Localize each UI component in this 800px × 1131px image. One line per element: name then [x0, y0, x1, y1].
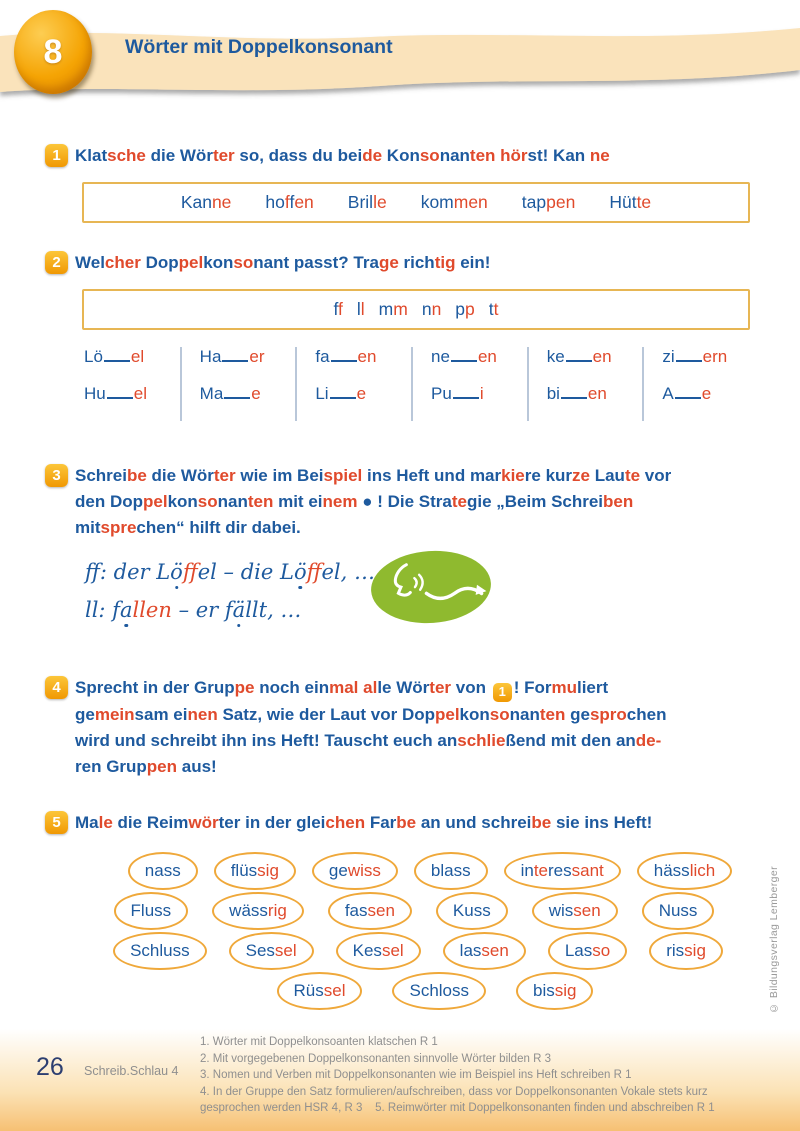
- consonant-pair: nn: [421, 299, 442, 319]
- handwriting-example-ll: ll: fallen – er fällt, …: [85, 598, 302, 622]
- consonant-pair-box: [82, 289, 750, 330]
- fill-in-word: Hu el: [84, 384, 147, 403]
- rhyme-word-oval: wis sen: [532, 892, 618, 930]
- teacher-note-line: 2. Mit vorgegebenen Doppelkonsonanten sinnvolle Wörter bilden R 3: [200, 1052, 551, 1065]
- fill-in-column: [529, 347, 645, 421]
- lesson-number: 8: [43, 32, 63, 71]
- exercise-3: [0, 463, 800, 629]
- answer-blank: [107, 397, 133, 399]
- rhyme-word-oval: Schloss: [392, 972, 486, 1010]
- teacher-notes: [200, 1034, 715, 1117]
- fill-in-word: Ma e: [199, 384, 261, 403]
- rhyme-word-oval: Las so: [548, 932, 627, 970]
- exercise-1-badge: 1: [45, 144, 68, 167]
- teacher-note-line: gesprochen werden HSR 4, R 3 5. Reimwörter mit Doppelkonsonanten finden und abschreiben R 1: [200, 1102, 715, 1114]
- teacher-note-line: 4. In der Gruppe den Satz formulieren/aufschreiben, dass vor Doppelkonsonanten Vokale stets kurz: [200, 1085, 708, 1098]
- consonant-pair: tt: [488, 299, 499, 319]
- rhyme-word-row: [18, 931, 800, 971]
- rhyme-word-oval: Fluss: [114, 892, 189, 930]
- answer-blank: [330, 397, 356, 399]
- page-number: 26: [36, 1053, 64, 1081]
- exercise-2: [0, 250, 800, 421]
- exercise-5-instruction: Male die Reimwörter in der gleichen Farbe an und schreibe sie ins Heft!: [75, 813, 653, 832]
- exercise-4-instruction: Sprecht in der Gruppe noch einmal alle Wörter von 1 ! Formuliert gemeinsam einen Satz, wie der Laut vor Doppelkonsonanten gesprochen wird und schreibt ihn ins Heft! Tauscht euch anschließend mit den ande- ren Gruppen aus!: [75, 678, 667, 776]
- copyright-notice: © Bildungsverlag Lemberger: [768, 866, 780, 1014]
- exercise-3-badge: 3: [45, 464, 68, 487]
- page-footer: [0, 1029, 800, 1131]
- fill-in-word: Lö el: [84, 347, 145, 366]
- consonant-pair: ll: [356, 299, 365, 319]
- fill-in-column: [182, 347, 298, 421]
- rhyme-word-row: [14, 891, 800, 931]
- exercise-2-instruction: Welcher Doppelkonsonant passt? Trage richtig ein!: [75, 253, 491, 272]
- fill-in-column: [644, 347, 758, 421]
- answer-blank: [561, 397, 587, 399]
- rhyme-word-oval: Schluss: [113, 932, 207, 970]
- handwriting-example-ff: ff: der Löffel – die Löffel, …: [85, 560, 375, 584]
- clap-word: tappen: [521, 192, 576, 212]
- task-reference-badge: 1: [493, 683, 512, 702]
- fill-in-word: bi en: [546, 384, 607, 403]
- fill-in-word: fa en: [315, 347, 377, 366]
- exercise-5: [0, 810, 800, 836]
- rhyme-word-oval: bis sig: [516, 972, 593, 1010]
- fill-in-column: [297, 347, 413, 421]
- rhyme-word-ovals: [0, 851, 800, 1011]
- lesson-number-badge: [14, 10, 92, 94]
- speak-along-icon: [368, 547, 494, 627]
- answer-blank: [222, 360, 248, 362]
- exercise-4-badge: 4: [45, 676, 68, 699]
- fill-in-word: A e: [662, 384, 712, 403]
- answer-blank: [675, 397, 701, 399]
- rhyme-word-oval: las sen: [443, 932, 526, 970]
- rhyme-word-oval: in te res sant: [504, 852, 621, 890]
- fill-in-word: Ha er: [199, 347, 265, 366]
- exercise-1-instruction: Klatsche die Wörter so, dass du beide Konsonanten hörst! Kan ne: [75, 146, 610, 165]
- teacher-note-line: 1. Wörter mit Doppelkonsoanten klatschen R 1: [200, 1036, 438, 1048]
- fill-in-word: Li e: [315, 384, 367, 403]
- fill-in-grid: [82, 347, 758, 421]
- rhyme-word-oval: Kuss: [436, 892, 508, 930]
- teacher-note-line: 3. Nomen und Verben mit Doppelkonsonanten wie im Beispiel ins Heft schreiben R 1: [200, 1069, 632, 1081]
- exercise-1-wordbox: [82, 182, 750, 223]
- clap-word: kommen: [420, 192, 488, 212]
- answer-blank: [224, 397, 250, 399]
- page-title: Wörter mit Doppelkonsonant: [125, 36, 393, 58]
- fill-in-word: ne en: [431, 347, 497, 366]
- header-banner: [0, 0, 800, 120]
- exercise-5-badge: 5: [45, 811, 68, 834]
- consonant-pair: pp: [455, 299, 475, 319]
- series-title: Schreib.Schlau 4: [84, 1064, 179, 1078]
- rhyme-word-oval: ge wiss: [312, 852, 398, 890]
- exercise-3-instruction: Schreibe die Wörter wie im Beispiel ins Heft und markiere kurze Laute vor den Doppelkonsonanten mit einem ● ! Die Strategie „Beim Schreiben mitsprechen“ hilft dir dabei.: [75, 466, 672, 537]
- fill-in-word: ke en: [546, 347, 612, 366]
- rhyme-word-oval: häss lich: [637, 852, 732, 890]
- answer-blank: [566, 360, 592, 362]
- answer-blank: [331, 360, 357, 362]
- rhyme-word-oval: fas sen: [328, 892, 412, 930]
- exercise-2-badge: 2: [45, 251, 68, 274]
- fill-in-column: [82, 347, 182, 421]
- answer-blank: [453, 397, 479, 399]
- consonant-pair: ff: [333, 299, 343, 319]
- consonant-pair: mm: [378, 299, 408, 319]
- rhyme-word-oval: Nuss: [642, 892, 715, 930]
- rhyme-word-oval: Ses sel: [229, 932, 314, 970]
- answer-blank: [451, 360, 477, 362]
- rhyme-word-oval: flüs sig: [214, 852, 296, 890]
- exercise-4: [0, 675, 800, 780]
- exercise-1: [0, 143, 800, 223]
- rhyme-word-oval: ris sig: [649, 932, 723, 970]
- clap-word: Kanne: [180, 192, 232, 212]
- fill-in-word: Pu i: [431, 384, 484, 403]
- clap-word: Hütte: [609, 192, 652, 212]
- rhyme-word-oval: Kes sel: [336, 932, 421, 970]
- answer-blank: [676, 360, 702, 362]
- fill-in-word: zi ern: [662, 347, 728, 366]
- clap-word: hoffen: [265, 192, 314, 212]
- rhyme-word-oval: blass: [414, 852, 488, 890]
- fill-in-column: [413, 347, 529, 421]
- rhyme-word-row: [30, 851, 800, 891]
- clap-word: Brille: [347, 192, 387, 212]
- rhyme-word-oval: nass: [128, 852, 198, 890]
- rhyme-word-oval: wäss rig: [212, 892, 304, 930]
- rhyme-word-row: [35, 971, 800, 1011]
- rhyme-word-oval: Rüs sel: [277, 972, 363, 1010]
- answer-blank: [104, 360, 130, 362]
